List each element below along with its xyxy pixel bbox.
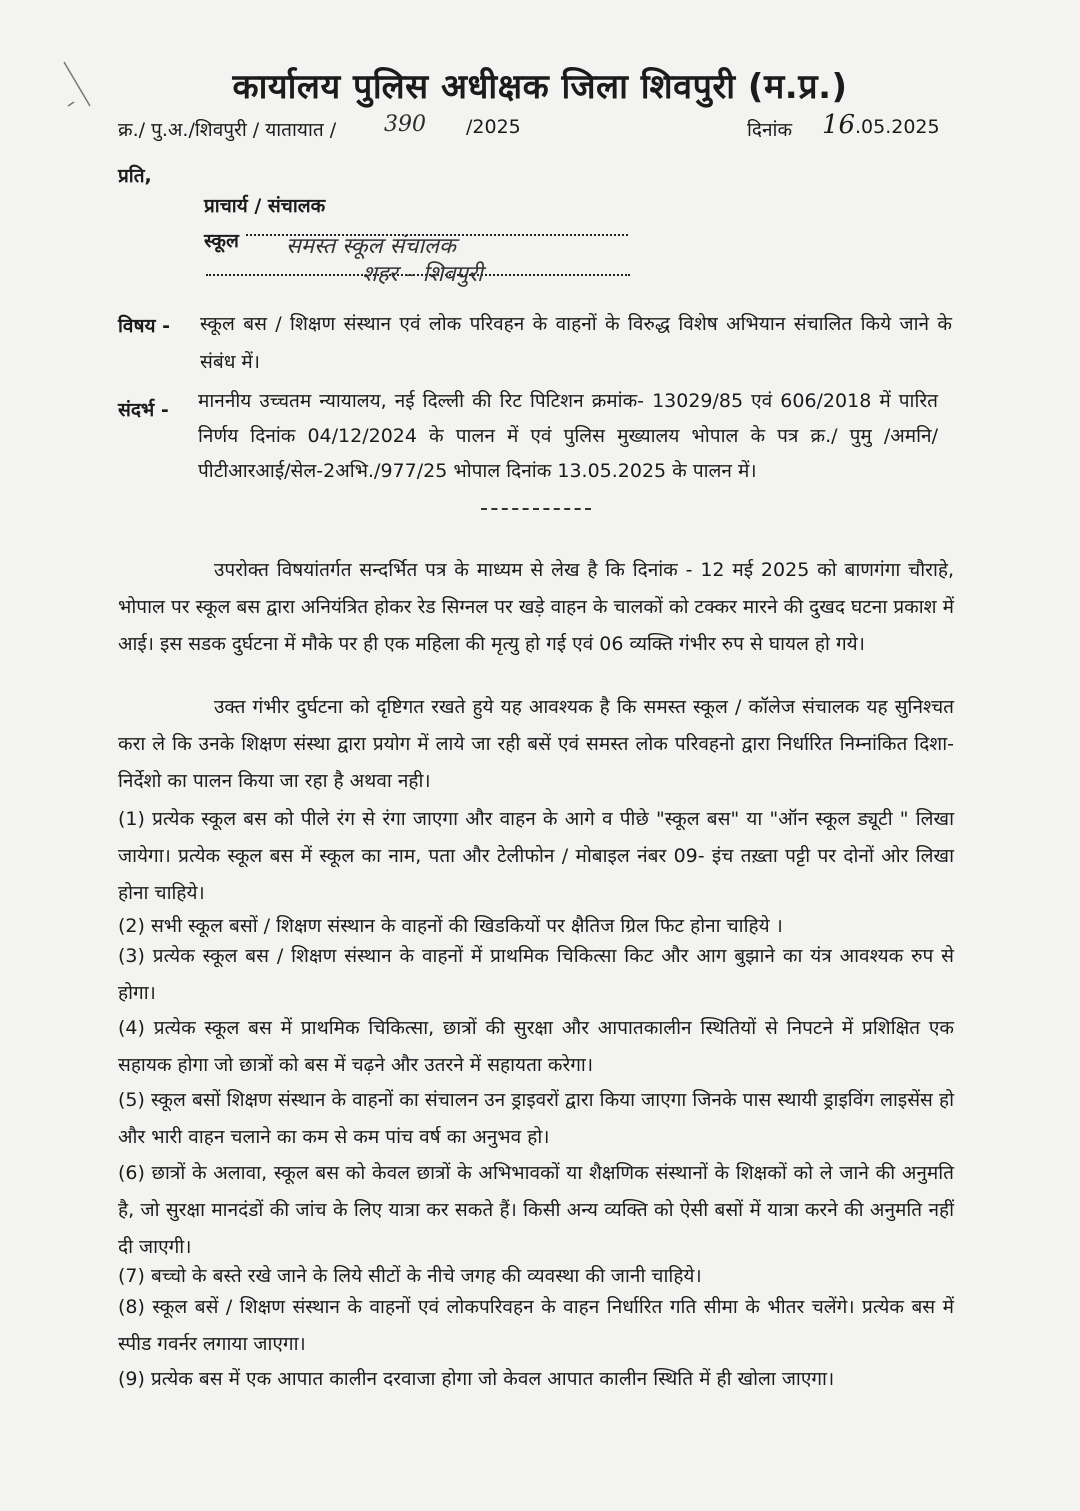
- subject-label: विषय -: [118, 315, 170, 337]
- guideline-item-5: (5) स्कूल बसों शिक्षण संस्थान के वाहनों का संचालन उन ड्राइवरों द्वारा किया जाएगा जिनके पास स्थायी ड्राइविंग लाइसेंस हो और भारी वाहन चलाने का कम से कम पांच वर्ष का अनुभव हो।: [118, 1089, 954, 1148]
- subject-text: स्कूल बस / शिक्षण संस्थान एवं लोक परिवहन के वाहनों के विरुद्ध विशेष अभियान संचालित किये जाने के संबंध में।: [200, 313, 952, 373]
- school-name-handwritten: समस्त स्कूल संचालक: [286, 234, 456, 259]
- divider: [481, 508, 591, 510]
- reference-year: /2025: [466, 116, 521, 138]
- guideline-item-1: (1) प्रत्येक स्कूल बस को पीले रंग से रंगा जाएगा और वाहन के आगे व पीछे "स्कूल बस" या "ऑन स्कूल ड्यूटी " लिखा जायेगा। प्रत्येक स्कूल बस में स्कूल का नाम, पता और टेलीफोन / मोबाइल नंबर 09- इंच तख़्ता पट्टी पर दोनों ओर लिखा होना चाहिये।: [118, 808, 954, 904]
- reference-text: माननीय उच्चतम न्यायालय, नई दिल्ली की रिट पिटिशन क्रमांक- 13029/85 एवं 606/2018 में पारित निर्णय दिनांक 04/12/2024 के पालन में एवं पुलिस मुख्यालय भोपाल के पत्र क्र./ पुमु /अमनि/ पीटीआरआई/सेल-2अभि./977/25 भोपाल दिनांक 13.05.2025 के पालन में।: [198, 390, 938, 482]
- guideline-item-9: (9) प्रत्येक बस में एक आपात कालीन दरवाजा होगा जो केवल आपात कालीन स्थिति में ही खोला जाएगा।: [118, 1368, 835, 1390]
- school-city-handwritten: शहर – शिवपुरी: [362, 262, 483, 287]
- guideline-item-2: (2) सभी स्कूल बसों / शिक्षण संस्थान के वाहनों की खिडकियों पर क्षैतिज ग्रिल फिट होना चाहिये ।: [118, 915, 783, 937]
- paragraph-incident: उपरोक्त विषयांतर्गत सन्दर्भित पत्र के माध्यम से लेख है कि दिनांक - 12 मई 2025 को बाणगंगा चौराहे, भोपाल पर स्कूल बस द्वारा अनियंत्रित होकर रेड सिग्नल पर खड़े वाहन के चालकों को टक्कर मारने की दुखद घटना प्रकाश में आई। इस सडक दुर्घटना में मौके पर ही एक महिला की मृत्यु हो गई एवं 06 व्यक्ति गंभीर रुप से घायल हो गये।: [118, 559, 954, 655]
- addressee: प्राचार्य / संचालक: [204, 195, 326, 217]
- guideline-item-3: (3) प्रत्येक स्कूल बस / शिक्षण संस्थान के वाहनों में प्राथमिक चिकित्सा किट और आग बुझाने का यंत्र आवश्यक रुप से होगा।: [118, 945, 954, 1004]
- reference-prefix: क्र./ पु.अ./शिवपुरी / यातायात /: [118, 119, 337, 141]
- office-title: कार्यालय पुलिस अधीक्षक जिला शिवपुरी (म.प्र.): [232, 67, 848, 107]
- guideline-item-4: (4) प्रत्येक स्कूल बस में प्राथमिक चिकित्सा, छात्रों की सुरक्षा और आपातकालीन स्थितियों से निपटने में प्रशिक्षित एक सहायक होगा जो छात्रों को बस में चढ़ने और उतरने में सहायता करेगा।: [118, 1017, 954, 1076]
- reference-number: 390: [384, 112, 426, 137]
- guideline-item-8: (8) स्कूल बसें / शिक्षण संस्थान के वाहनों एवं लोकपरिवहन के वाहन निर्धारित गति सीमा के भीतर चलेंगे। प्रत्येक बस में स्पीड गवर्नर लगाया जाएगा।: [118, 1296, 954, 1355]
- paragraph-directive: उक्त गंभीर दुर्घटना को दृष्टिगत रखते हुये यह आवश्यक है कि समस्त स्कूल / कॉलेज संचालक यह सुनिश्चत करा ले कि उनके शिक्षण संस्था द्वारा प्रयोग में लाये जा रही बसें एवं समस्त लोक परिवहनो द्वारा निर्धारित निम्नांकित दिशा-निर्देशो का पालन किया जा रहा है अथवा नही।: [118, 696, 954, 792]
- date-day: 16: [822, 110, 856, 140]
- to-label: प्रति,: [118, 165, 152, 187]
- guideline-item-6: (6) छात्रों के अलावा, स्कूल बस को केवल छात्रों के अभिभावकों या शैक्षणिक संस्थानों के शिक्षकों को ले जाने की अनुमति है, जो सुरक्षा मानदंडों की जांच के लिए यात्रा कर सकते हैं। किसी अन्य व्यक्ति को ऐसी बसों में यात्रा करने की अनुमति नहीं दी जाएगी।: [118, 1162, 954, 1258]
- date-month-year: .05.2025: [855, 116, 940, 138]
- guideline-item-7: (7) बच्चो के बस्ते रखे जाने के लिये सीटों के नीचे जगह की व्यवस्था की जानी चाहिये।: [118, 1265, 702, 1287]
- date-label: दिनांक: [747, 119, 793, 141]
- school-label: स्कूल: [204, 230, 239, 252]
- reference-label: संदर्भ -: [118, 399, 169, 421]
